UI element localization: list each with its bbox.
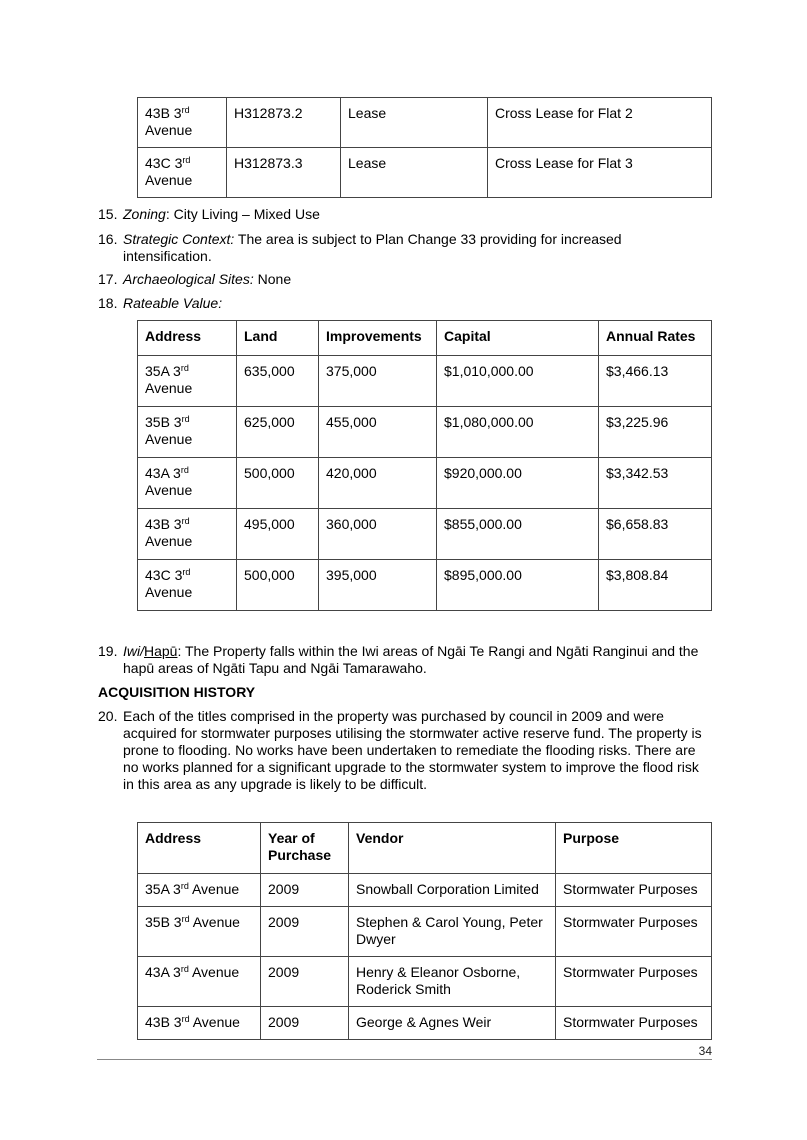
description-cell: Cross Lease for Flat 2	[488, 98, 712, 148]
titles-table	[137, 97, 712, 198]
capital-cell: $1,010,000.00	[437, 356, 599, 407]
annual-rates-cell: $6,658.83	[599, 509, 712, 560]
item-number: 19.	[98, 643, 118, 659]
list-item-iwi-hapu	[98, 643, 713, 677]
table-row	[138, 957, 712, 1007]
item-text: The area is subject to Plan Change 33 providing for increased intensification.	[123, 231, 622, 264]
improvements-cell: 375,000	[319, 356, 437, 407]
acquisition-table	[137, 822, 712, 1040]
improvements-cell: 420,000	[319, 458, 437, 509]
column-header-land: Land	[237, 321, 319, 356]
address-cell: 43A 3rd Avenue	[138, 957, 261, 1007]
annual-rates-cell: $3,342.53	[599, 458, 712, 509]
purpose-cell: Stormwater Purposes	[556, 874, 712, 907]
improvements-cell: 455,000	[319, 407, 437, 458]
description-cell: Cross Lease for Flat 3	[488, 148, 712, 198]
capital-cell: $855,000.00	[437, 509, 599, 560]
list-item-zoning	[98, 206, 713, 223]
improvements-cell: 360,000	[319, 509, 437, 560]
land-cell: 500,000	[237, 560, 319, 611]
annual-rates-cell: $3,808.84	[599, 560, 712, 611]
column-header-address: Address	[138, 823, 261, 874]
list-item-strategic-context	[98, 231, 713, 265]
item-number: 15.	[98, 206, 118, 222]
vendor-cell: Henry & Eleanor Osborne, Roderick Smith	[349, 957, 556, 1007]
table-row	[138, 907, 712, 957]
item-label: Iwi/	[123, 643, 144, 659]
item-text: None	[253, 271, 292, 287]
item-label: Zoning	[123, 206, 166, 222]
item-number: 18.	[98, 295, 118, 311]
table-row	[138, 509, 712, 560]
title-cell: H312873.3	[227, 148, 341, 198]
table-row	[138, 98, 712, 148]
item-text: : The Property falls within the Iwi areas of Ngāi Te Rangi and Ngāti Ranginui and the hapū areas of Ngāti Tapu and Ngāi Tamarawaho.	[123, 643, 699, 676]
item-text: : City Living – Mixed Use	[165, 206, 320, 222]
list-item-acquisition-summary	[98, 708, 713, 793]
address-cell: 43B 3rd Avenue	[138, 509, 237, 560]
capital-cell: $895,000.00	[437, 560, 599, 611]
land-cell: 500,000	[237, 458, 319, 509]
table-header-row	[138, 321, 712, 356]
improvements-cell: 395,000	[319, 560, 437, 611]
column-header-vendor: Vendor	[349, 823, 556, 874]
table-row	[138, 356, 712, 407]
vendor-cell: Stephen & Carol Young, Peter Dwyer	[349, 907, 556, 957]
column-header-address: Address	[138, 321, 237, 356]
vendor-cell: Snowball Corporation Limited	[349, 874, 556, 907]
column-header-year: Year of Purchase	[261, 823, 349, 874]
address-cell: 43C 3rd Avenue	[138, 560, 237, 611]
column-header-annual-rates: Annual Rates	[599, 321, 712, 356]
purpose-cell: Stormwater Purposes	[556, 1007, 712, 1040]
page-number: 34	[698, 1044, 712, 1058]
land-cell: 625,000	[237, 407, 319, 458]
year-cell: 2009	[261, 874, 349, 907]
land-cell: 495,000	[237, 509, 319, 560]
table-row	[138, 458, 712, 509]
address-cell: 35B 3rd Avenue	[138, 407, 237, 458]
footer-divider	[97, 1059, 712, 1060]
acquisition-history-heading: ACQUISITION HISTORY	[98, 684, 256, 700]
list-item-rateable-value	[98, 295, 713, 312]
item-label-hapu: Hapū	[144, 643, 178, 659]
annual-rates-cell: $3,225.96	[599, 407, 712, 458]
column-header-purpose: Purpose	[556, 823, 712, 874]
title-cell: H312873.2	[227, 98, 341, 148]
year-cell: 2009	[261, 907, 349, 957]
annual-rates-cell: $3,466.13	[599, 356, 712, 407]
table-row	[138, 560, 712, 611]
item-number: 17.	[98, 271, 118, 287]
address-cell: 35A 3rd Avenue	[138, 356, 237, 407]
address-cell: 43B 3rd Avenue	[138, 1007, 261, 1040]
item-text: Each of the titles comprised in the property was purchased by council in 2009 and were acquired for stormwater purposes utilising the stormwater active reserve fund. The property is prone to flooding. No works have been undertaken to remediate the flooding risks. There are no works planned for a significant upgrade to the stormwater system to improve the flood risk in this area as any upgrade is likely to be difficult.	[123, 708, 702, 792]
item-number: 20.	[98, 708, 118, 724]
item-number: 16.	[98, 231, 118, 247]
address-cell: 43B 3rd Avenue	[138, 98, 227, 148]
land-cell: 635,000	[237, 356, 319, 407]
address-cell: 43C 3rd Avenue	[138, 148, 227, 198]
year-cell: 2009	[261, 957, 349, 1007]
address-cell: 35A 3rd Avenue	[138, 874, 261, 907]
purpose-cell: Stormwater Purposes	[556, 907, 712, 957]
vendor-cell: George & Agnes Weir	[349, 1007, 556, 1040]
item-label: Rateable Value:	[123, 295, 223, 311]
item-label: Archaeological Sites:	[123, 271, 254, 287]
rateable-value-table	[137, 320, 712, 611]
table-row	[138, 874, 712, 907]
address-cell: 43A 3rd Avenue	[138, 458, 237, 509]
column-header-capital: Capital	[437, 321, 599, 356]
capital-cell: $920,000.00	[437, 458, 599, 509]
address-cell: 35B 3rd Avenue	[138, 907, 261, 957]
table-row	[138, 407, 712, 458]
year-cell: 2009	[261, 1007, 349, 1040]
purpose-cell: Stormwater Purposes	[556, 957, 712, 1007]
table-row	[138, 148, 712, 198]
type-cell: Lease	[341, 98, 488, 148]
list-item-archaeological-sites	[98, 271, 713, 288]
capital-cell: $1,080,000.00	[437, 407, 599, 458]
table-row	[138, 1007, 712, 1040]
table-header-row	[138, 823, 712, 874]
type-cell: Lease	[341, 148, 488, 198]
item-label: Strategic Context:	[123, 231, 235, 247]
column-header-improvements: Improvements	[319, 321, 437, 356]
